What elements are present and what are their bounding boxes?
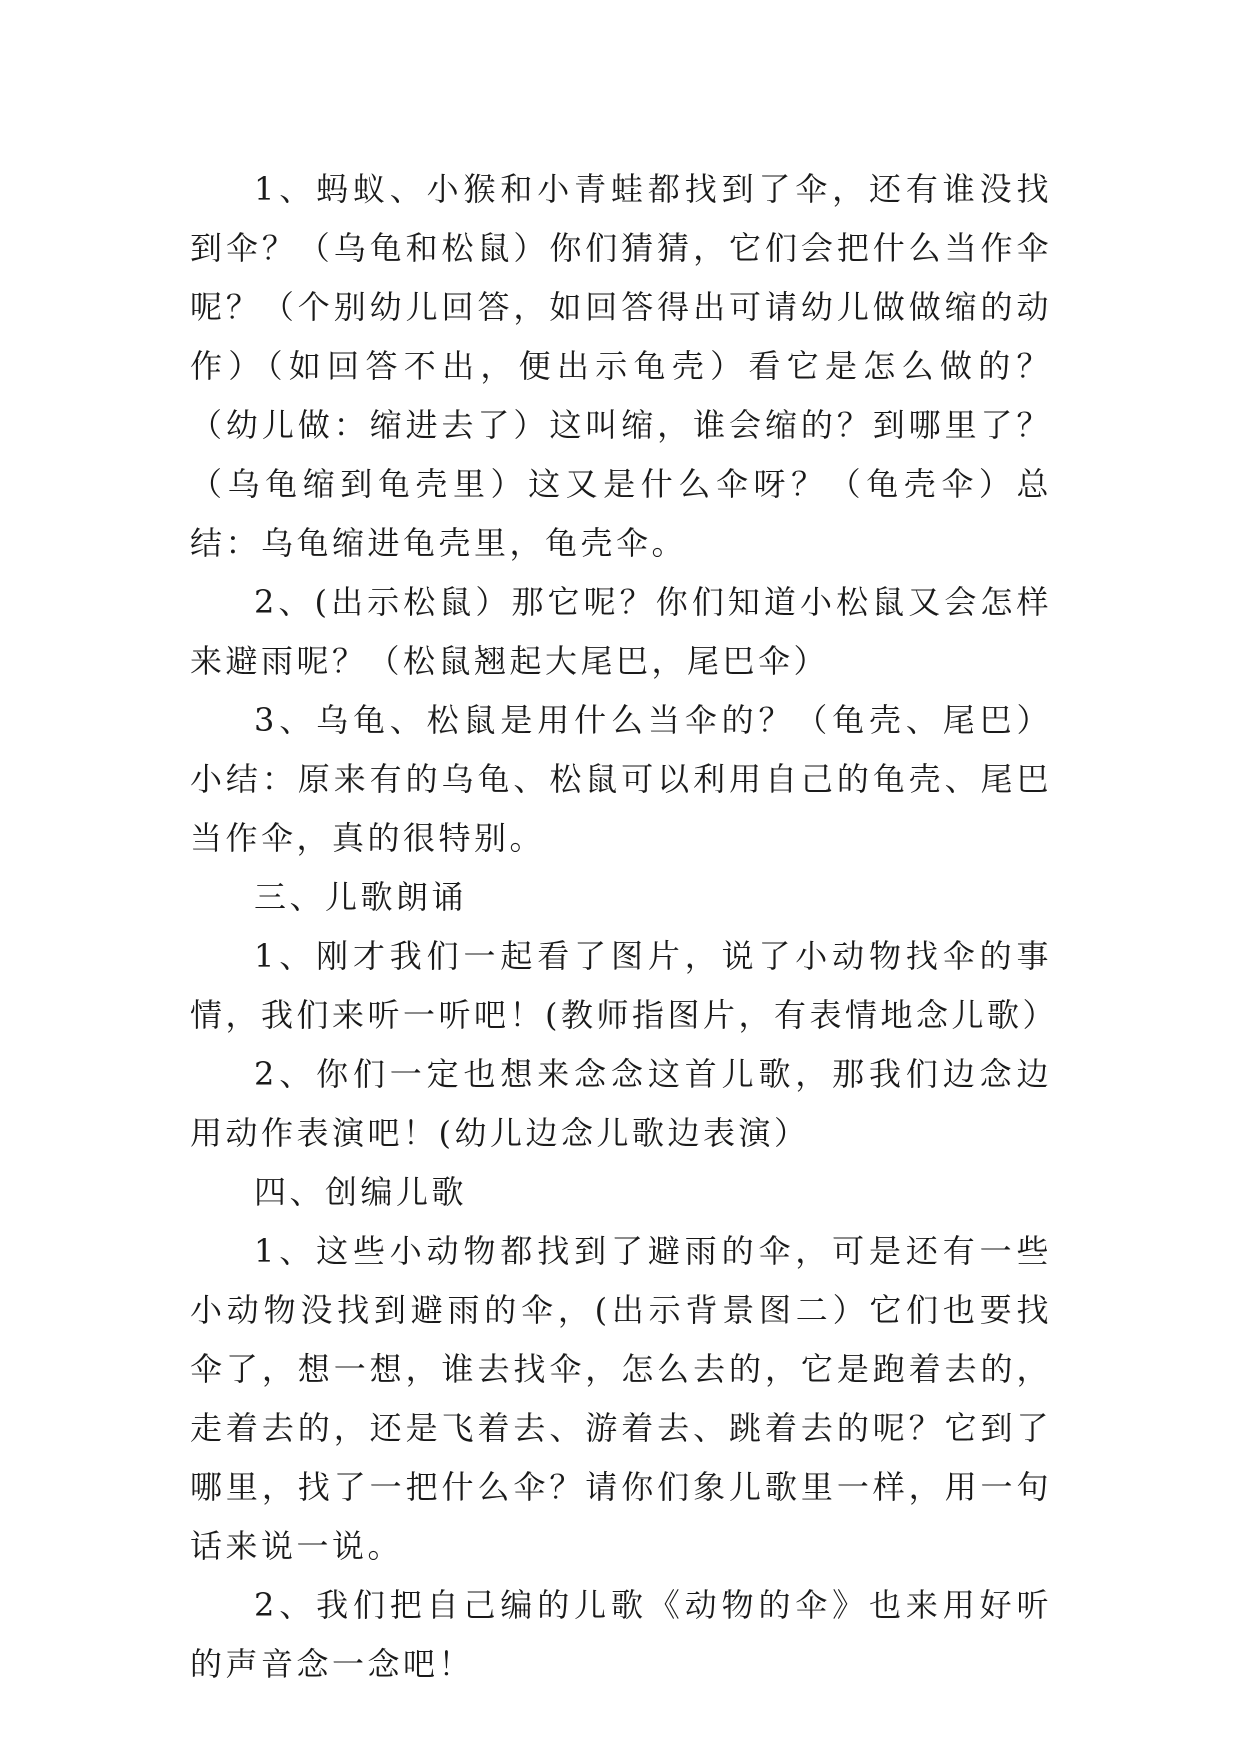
document-body xyxy=(190,160,1058,1694)
paragraph-recite-own: 2、我们把自己编的儿歌《动物的伞》也来用好听的声音念一念吧！ xyxy=(190,1586,1052,1683)
paragraph-listen: 1、刚才我们一起看了图片，说了小动物找伞的事情，我们来听一听吧！(教师指图片，有表情地念儿歌） xyxy=(190,937,1058,1034)
section-heading-create: 四、创编儿歌 xyxy=(254,1173,468,1211)
section-heading-recitation: 三、儿歌朗诵 xyxy=(254,878,468,916)
paragraph-summary: 3、乌龟、松鼠是用什么当伞的？（龟壳、尾巴）小结：原来有的乌龟、松鼠可以利用自己的龟壳、尾巴当作伞，真的很特别。 xyxy=(190,701,1052,857)
paragraph-perform: 2、你们一定也想来念念这首儿歌，那我们边念边用动作表演吧！(幼儿边念儿歌边表演） xyxy=(190,1055,1052,1152)
paragraph-create-animals: 1、这些小动物都找到了避雨的伞，可是还有一些小动物没找到避雨的伞，(出示背景图二）它们也要找伞了，想一想，谁去找伞，怎么去的，它是跑着去的，走着去的，还是飞着去、游着去、跳着去的呢？它到了哪里，找了一把什么伞？请你们象儿歌里一样，用一句话来说一说。 xyxy=(190,1232,1052,1565)
paragraph-turtle-squirrel: 1、蚂蚁、小猴和小青蛙都找到了伞，还有谁没找到伞？（乌龟和松鼠）你们猜猜，它们会把什么当作伞呢？（个别幼儿回答，如回答得出可请幼儿做做缩的动作）（如回答不出，便出示龟壳）看它是怎么做的？（幼儿做：缩进去了）这叫缩，谁会缩的？到哪里了？（乌龟缩到龟壳里）这又是什么伞呀？（龟壳伞）总结：乌龟缩进龟壳里，龟壳伞。 xyxy=(190,170,1052,562)
paragraph-squirrel: 2、(出示松鼠）那它呢？你们知道小松鼠又会怎样来避雨呢？（松鼠翘起大尾巴，尾巴伞） xyxy=(190,583,1052,680)
